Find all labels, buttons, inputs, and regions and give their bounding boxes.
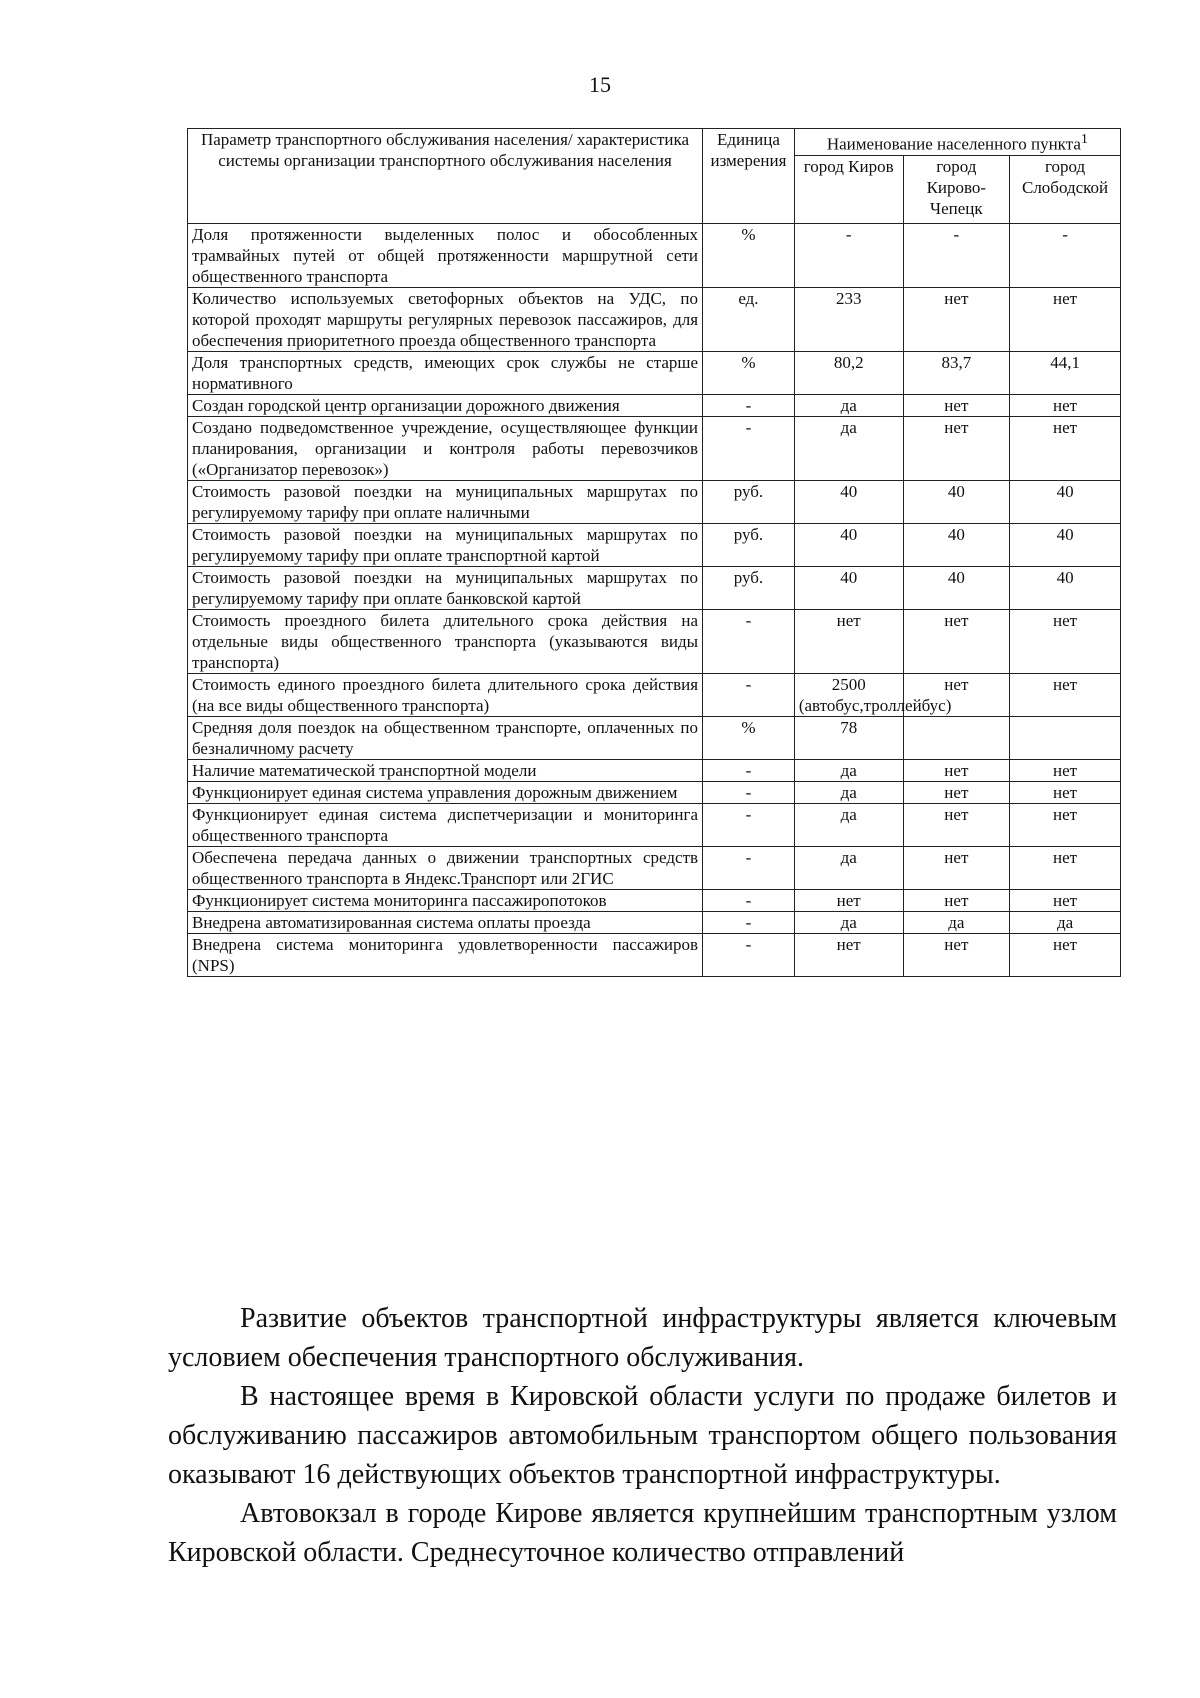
param-cell: Создано подведомственное учреждение, осуществляющее функции планирования, организации и контроля работы перевозчиков («Организатор перевозок»)	[188, 416, 703, 480]
table-row	[188, 673, 1121, 716]
header-city-slobodskoy: город Слободской	[1010, 155, 1121, 223]
value-kirov: да	[794, 781, 903, 803]
value-slobodskoy: 40	[1010, 566, 1121, 609]
value-slobodskoy: нет	[1010, 933, 1121, 976]
unit-cell: %	[703, 223, 795, 287]
value-kirov: 80,2	[794, 351, 903, 394]
table-row	[188, 846, 1121, 889]
value-slobodskoy: да	[1010, 911, 1121, 933]
table-row	[188, 223, 1121, 287]
value-kirov: нет	[794, 933, 903, 976]
value-slobodskoy: 40	[1010, 523, 1121, 566]
value-slobodskoy: нет	[1010, 416, 1121, 480]
value-slobodskoy: нет	[1010, 609, 1121, 673]
param-cell: Стоимость разовой поездки на муниципальных маршрутах по регулируемому тарифу при оплате наличными	[188, 480, 703, 523]
transport-parameters-table	[187, 128, 1121, 977]
unit-cell: -	[703, 781, 795, 803]
value-kirovo-chepetsk: да	[903, 911, 1010, 933]
table-row	[188, 889, 1121, 911]
value-kirov: да	[794, 394, 903, 416]
paragraph: Развитие объектов транспортной инфраструктуры является ключевым условием обеспечения транспортного обслуживания.	[168, 1303, 1117, 1373]
value-kirovo-chepetsk: нет	[903, 803, 1010, 846]
unit-cell: руб.	[703, 480, 795, 523]
table-row	[188, 781, 1121, 803]
unit-cell: -	[703, 673, 795, 716]
value-kirov: нет	[794, 889, 903, 911]
param-cell: Обеспечена передача данных о движении транспортных средств общественного транспорта в Яндекс.Транспорт или 2ГИС	[188, 846, 703, 889]
value-kirov: 78	[794, 716, 903, 759]
unit-cell: -	[703, 846, 795, 889]
value-slobodskoy: нет	[1010, 394, 1121, 416]
table-row	[188, 566, 1121, 609]
value-kirovo-chepetsk: нет	[903, 933, 1010, 976]
unit-cell: -	[703, 759, 795, 781]
header-settlement-label: Наименование населенного пункта	[826, 134, 1081, 154]
paragraph: Автовокзал в городе Кирове является крупнейшим транспортным узлом Кировской области. Среднесуточное количество отправлений	[168, 1498, 1117, 1568]
param-cell: Стоимость разовой поездки на муниципальных маршрутах по регулируемому тарифу при оплате банковской картой	[188, 566, 703, 609]
param-cell: Количество используемых светофорных объектов на УДС, по которой проходят маршруты регулярных перевозок пассажиров, для обеспечения приоритетного проезда общественного транспорта	[188, 287, 703, 351]
value-kirovo-chepetsk	[903, 716, 1010, 759]
value-kirov: 40	[794, 480, 903, 523]
unit-cell: руб.	[703, 523, 795, 566]
unit-cell: -	[703, 803, 795, 846]
param-cell: Функционирует единая система управления дорожным движением	[188, 781, 703, 803]
header-settlement-group	[794, 129, 1120, 156]
value-slobodskoy: нет	[1010, 287, 1121, 351]
table-row	[188, 933, 1121, 976]
unit-cell: -	[703, 933, 795, 976]
value-kirov: да	[794, 846, 903, 889]
header-city-kirovo-chepetsk: город Кирово-Чепецк	[903, 155, 1010, 223]
param-cell: Создан городской центр организации дорожного движения	[188, 394, 703, 416]
table-body	[188, 223, 1121, 976]
value-kirov: 2500 (автобус,троллейбус)	[794, 673, 903, 716]
param-cell: Внедрена система мониторинга удовлетворенности пассажиров (NPS)	[188, 933, 703, 976]
body-text	[168, 1299, 1117, 1572]
value-kirovo-chepetsk: нет	[903, 673, 1010, 716]
value-kirov: да	[794, 803, 903, 846]
table-row	[188, 803, 1121, 846]
value-kirovo-chepetsk: нет	[903, 416, 1010, 480]
value-kirovo-chepetsk: нет	[903, 759, 1010, 781]
value-slobodskoy: нет	[1010, 673, 1121, 716]
param-cell: Наличие математической транспортной модели	[188, 759, 703, 781]
value-kirovo-chepetsk: нет	[903, 781, 1010, 803]
param-cell: Стоимость разовой поездки на муниципальных маршрутах по регулируемому тарифу при оплате транспортной картой	[188, 523, 703, 566]
param-cell: Стоимость единого проездного билета длительного срока действия (на все виды общественного транспорта)	[188, 673, 703, 716]
header-param: Параметр транспортного обслуживания населения/ характеристика системы организации транспортного обслуживания населения	[188, 129, 703, 224]
unit-cell: %	[703, 716, 795, 759]
param-cell: Доля протяженности выделенных полос и обособленных трамвайных путей от общей протяженности маршрутной сети общественного транспорта	[188, 223, 703, 287]
value-kirov: 40	[794, 566, 903, 609]
table-row	[188, 416, 1121, 480]
unit-cell: -	[703, 394, 795, 416]
value-slobodskoy: нет	[1010, 803, 1121, 846]
value-kirovo-chepetsk: 40	[903, 480, 1010, 523]
table-row	[188, 287, 1121, 351]
value-kirov: да	[794, 759, 903, 781]
value-slobodskoy: нет	[1010, 759, 1121, 781]
param-cell: Функционирует система мониторинга пассажиропотоков	[188, 889, 703, 911]
footnote-mark: 1	[1080, 131, 1088, 147]
value-slobodskoy: -	[1010, 223, 1121, 287]
unit-cell: ед.	[703, 287, 795, 351]
table-row	[188, 480, 1121, 523]
value-kirov: да	[794, 911, 903, 933]
unit-cell: -	[703, 416, 795, 480]
unit-cell: -	[703, 609, 795, 673]
value-kirov: 233	[794, 287, 903, 351]
paragraph: В настоящее время в Кировской области услуги по продаже билетов и обслуживанию пассажиров автомобильным транспортом общего пользования оказывают 16 действующих объектов транспортной инфраструктуры.	[168, 1381, 1117, 1490]
value-slobodskoy: 44,1	[1010, 351, 1121, 394]
value-kirovo-chepetsk: нет	[903, 609, 1010, 673]
value-kirovo-chepetsk: 83,7	[903, 351, 1010, 394]
value-slobodskoy	[1010, 716, 1121, 759]
value-kirov: да	[794, 416, 903, 480]
table-row	[188, 351, 1121, 394]
table-row	[188, 394, 1121, 416]
table-row	[188, 759, 1121, 781]
value-kirovo-chepetsk: нет	[903, 846, 1010, 889]
value-slobodskoy: нет	[1010, 846, 1121, 889]
value-slobodskoy: 40	[1010, 480, 1121, 523]
value-kirovo-chepetsk: нет	[903, 889, 1010, 911]
table-row	[188, 609, 1121, 673]
param-cell: Внедрена автоматизированная система оплаты проезда	[188, 911, 703, 933]
value-kirovo-chepetsk: 40	[903, 523, 1010, 566]
value-kirovo-chepetsk: 40	[903, 566, 1010, 609]
value-kirov: 40	[794, 523, 903, 566]
unit-cell: -	[703, 911, 795, 933]
param-cell: Стоимость проездного билета длительного срока действия на отдельные виды общественного транспорта (указываются виды транспорта)	[188, 609, 703, 673]
value-kirov: -	[794, 223, 903, 287]
value-kirovo-chepetsk: -	[903, 223, 1010, 287]
param-cell: Средняя доля поездок на общественном транспорте, оплаченных по безналичному расчету	[188, 716, 703, 759]
param-cell: Доля транспортных средств, имеющих срок службы не старше нормативного	[188, 351, 703, 394]
value-kirov: нет	[794, 609, 903, 673]
table-row	[188, 911, 1121, 933]
unit-cell: -	[703, 889, 795, 911]
value-slobodskoy: нет	[1010, 781, 1121, 803]
value-slobodskoy: нет	[1010, 889, 1121, 911]
page-number: 15	[589, 72, 611, 97]
table-row	[188, 716, 1121, 759]
header-unit: Единица измерения	[703, 129, 795, 224]
param-cell: Функционирует единая система диспетчеризации и мониторинга общественного транспорта	[188, 803, 703, 846]
unit-cell: %	[703, 351, 795, 394]
table-row	[188, 523, 1121, 566]
value-kirovo-chepetsk: нет	[903, 394, 1010, 416]
value-kirovo-chepetsk: нет	[903, 287, 1010, 351]
header-city-kirov: город Киров	[794, 155, 903, 223]
unit-cell: руб.	[703, 566, 795, 609]
